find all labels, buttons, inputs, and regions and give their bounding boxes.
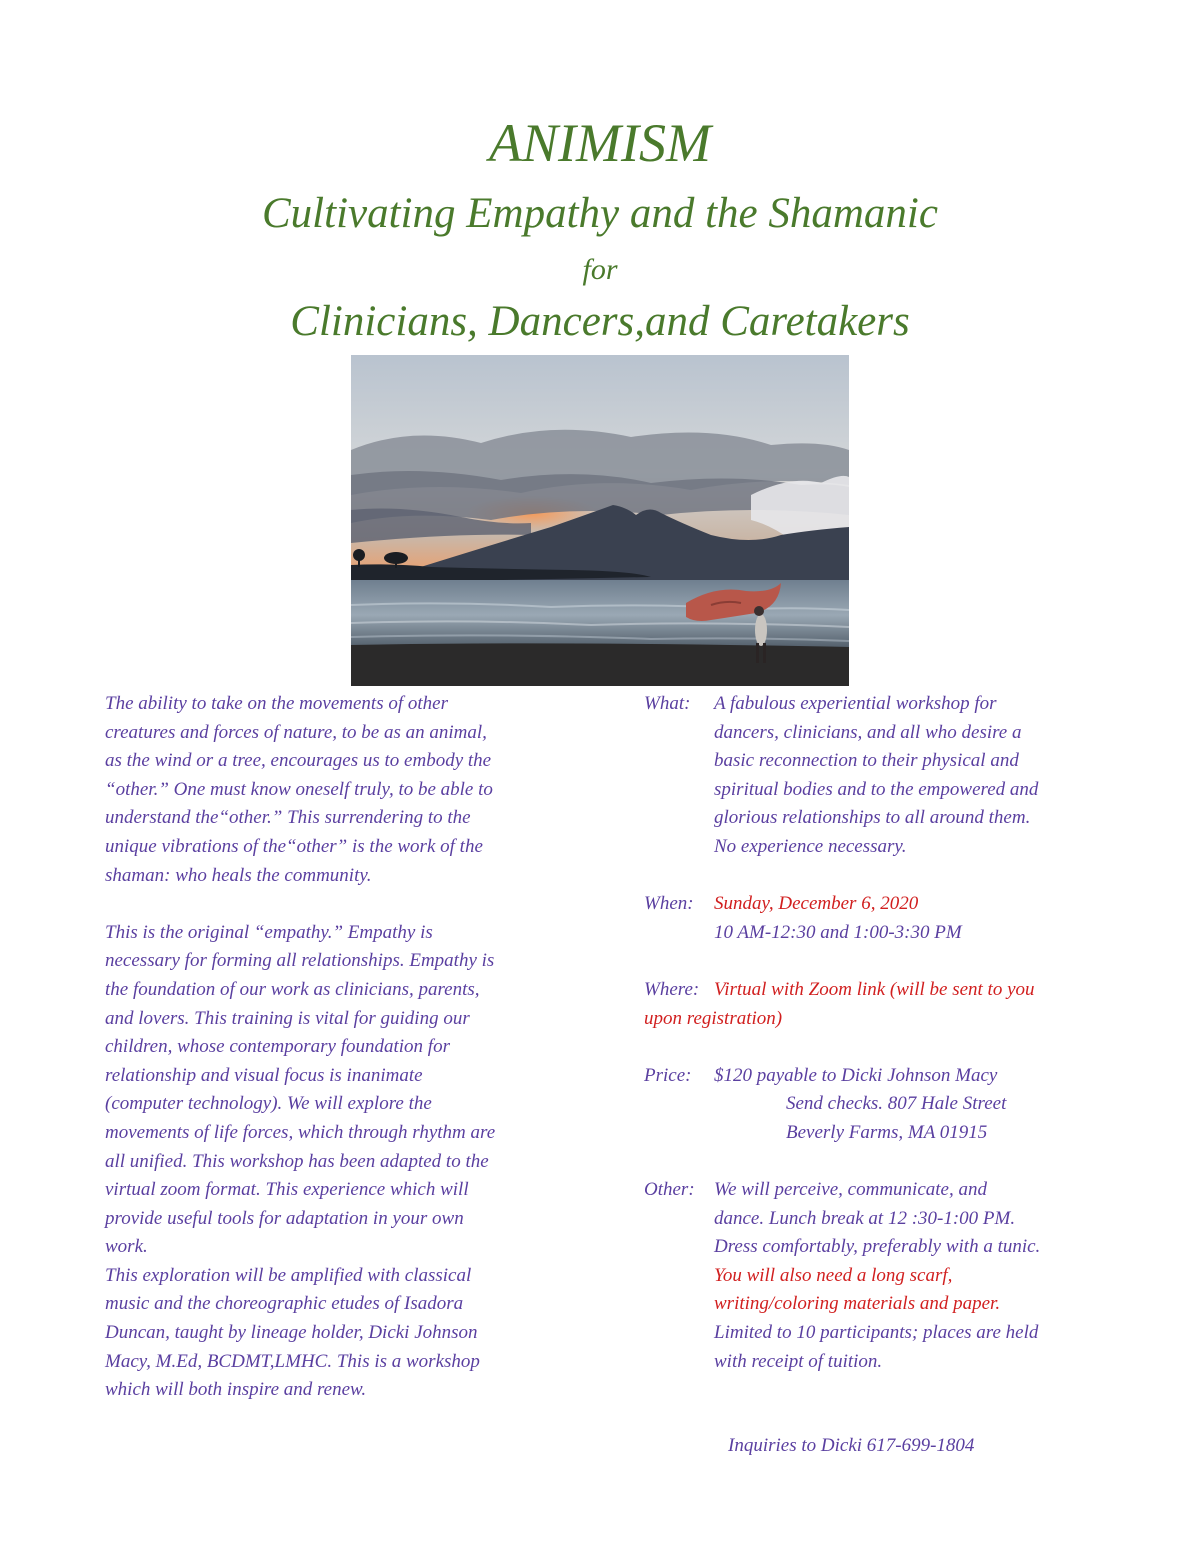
workshop-description	[105, 690, 565, 1405]
empathy-line: necessary for forming all relationships. Empathy is	[105, 950, 495, 972]
workshop-details	[644, 690, 1104, 1376]
other-line: Limited to 10 participants; places are held	[714, 1322, 1039, 1344]
mailing-address: Beverly Farms, MA 01915	[786, 1121, 988, 1143]
materials-note: You will also need a long scarf,	[714, 1264, 953, 1286]
intro-line: unique vibrations of the“other” is the work of the	[105, 835, 483, 857]
other-label: Other:	[644, 1179, 695, 1201]
location-line: Virtual with Zoom link (will be sent to you	[714, 978, 1035, 1000]
price-amount: $120 payable to Dicki Johnson Macy	[714, 1064, 998, 1086]
other-line: We will perceive, communicate, and	[714, 1179, 987, 1201]
exploration-line: Duncan, taught by lineage holder, Dicki Johnson	[105, 1322, 478, 1344]
intro-line: understand the“other.” This surrendering to the	[105, 807, 471, 829]
price-section	[644, 1062, 1104, 1091]
what-line: basic reconnection to their physical and	[714, 750, 1019, 772]
sunset-beach-photo	[351, 355, 849, 686]
exploration-line: This exploration will be amplified with classical	[105, 1264, 472, 1286]
event-date: Sunday, December 6, 2020	[714, 893, 919, 915]
what-section	[644, 690, 1104, 719]
intro-line: “other.” One must know oneself truly, to be able to	[105, 778, 493, 800]
empathy-line: This is the original “empathy.” Empathy is	[105, 921, 433, 943]
exploration-line: which will both inspire and renew.	[105, 1379, 367, 1401]
when-label: When:	[644, 893, 694, 915]
what-line: No experience necessary.	[714, 835, 907, 857]
other-section	[644, 1176, 1104, 1205]
where-section	[644, 976, 1104, 1005]
empathy-line: relationship and visual focus is inanimate	[105, 1064, 423, 1086]
mailing-address: Send checks. 807 Hale Street	[786, 1093, 1007, 1115]
intro-line: The ability to take on the movements of other	[105, 693, 448, 714]
empathy-line: all unified. This workshop has been adapted to the	[105, 1150, 489, 1172]
exploration-line: music and the choreographic etudes of Isadora	[105, 1293, 464, 1315]
exploration-line: Macy, M.Ed, BCDMT,LMHC. This is a workshop	[105, 1350, 480, 1372]
what-line: spiritual bodies and to the empowered and	[714, 778, 1039, 800]
empathy-line: children, whose contemporary foundation for	[105, 1036, 450, 1058]
materials-note: writing/coloring materials and paper.	[714, 1293, 1001, 1315]
empathy-line: the foundation of our work as clinicians, parents,	[105, 978, 480, 1000]
empathy-line: movements of life forces, which through rhythm are	[105, 1121, 496, 1143]
empathy-line: provide useful tools for adaptation in your own	[105, 1207, 464, 1229]
when-section	[644, 890, 1104, 919]
what-line: glorious relationships to all around them.	[714, 807, 1031, 829]
other-line: Dress comfortably, preferably with a tunic.	[714, 1236, 1041, 1258]
empathy-line: and lovers. This training is vital for guiding our	[105, 1007, 470, 1029]
empathy-line: virtual zoom format. This experience which will	[105, 1179, 469, 1201]
what-line: A fabulous experiential workshop for	[714, 693, 997, 714]
empathy-line: work.	[105, 1236, 148, 1258]
contact-inquiries: Inquiries to Dicki 617-699-1804	[728, 1435, 975, 1456]
page-title: ANIMISM	[489, 113, 711, 173]
audience-heading: Clinicians, Dancers,and Caretakers	[290, 298, 910, 345]
what-line: dancers, clinicians, and all who desire a	[714, 721, 1022, 743]
intro-line: creatures and forces of nature, to be as an animal,	[105, 721, 487, 743]
event-time: 10 AM-12:30 and 1:00-3:30 PM	[714, 921, 962, 943]
location-line: upon registration)	[644, 1007, 783, 1029]
subtitle: Cultivating Empathy and the Shamanic	[262, 190, 938, 237]
other-line: dance. Lunch break at 12 :30-1:00 PM.	[714, 1207, 1016, 1229]
what-label: What:	[644, 693, 691, 714]
other-line: with receipt of tuition.	[714, 1350, 883, 1372]
empathy-line: (computer technology). We will explore the	[105, 1093, 432, 1115]
intro-line: as the wind or a tree, encourages us to embody the	[105, 750, 492, 772]
subtitle-connector: for	[582, 253, 618, 286]
intro-line: shaman: who heals the community.	[105, 864, 372, 886]
price-label: Price:	[644, 1064, 692, 1086]
where-label: Where:	[644, 978, 700, 1000]
